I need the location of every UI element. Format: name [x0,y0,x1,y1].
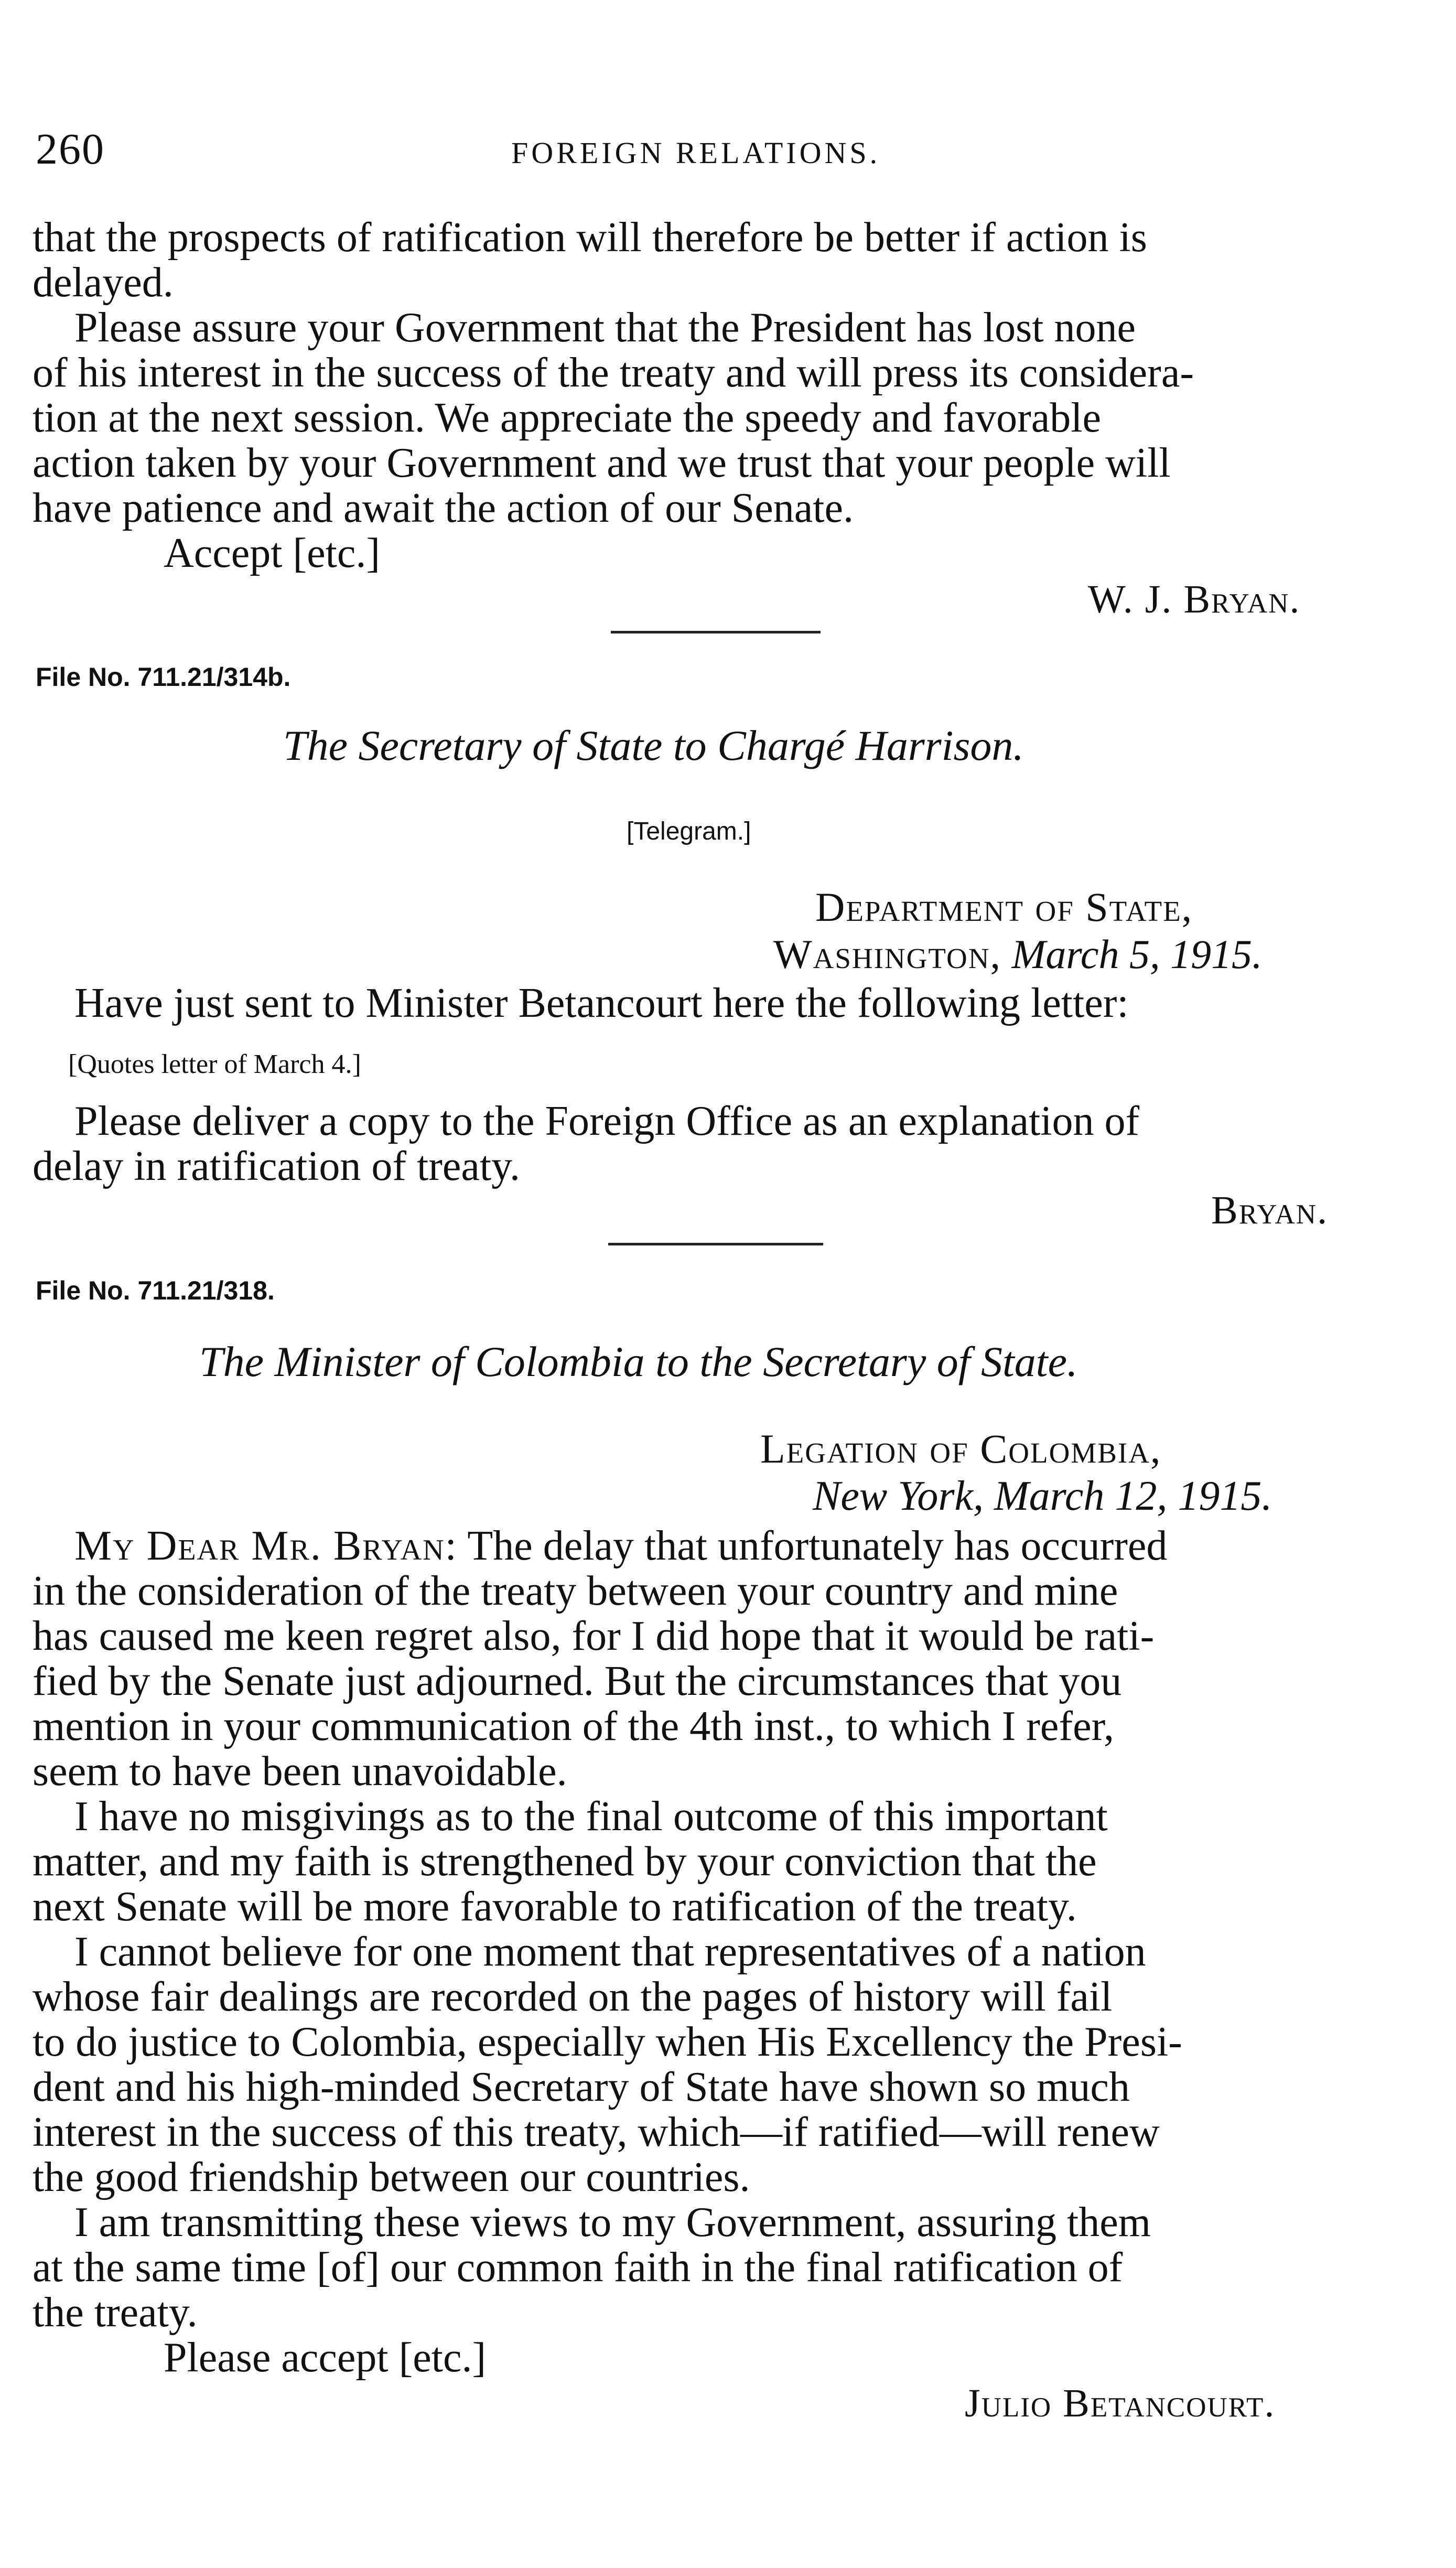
dateline-city: Washington, [773,931,1001,977]
text-line: I am transmitting these views to my Government, assuring them [74,2199,1151,2245]
divider [611,631,821,633]
letter-continuation [33,215,1396,576]
text-line: to do justice to Colombia, especially when His Excellency the Presi- [33,2019,1182,2065]
text-line: Please assure your Government that the President has lost none [74,305,1136,351]
dateline-place: Department of State, [815,884,1193,930]
dateline-date: New York, March 12, 1915. [813,1473,1272,1519]
text-line: interest in the success of this treaty, which—if ratified—will renew [33,2109,1160,2155]
text-line: Accept [etc.] [164,530,381,576]
file-number: File No. 711.21/318. [36,1276,275,1305]
text-line: that the prospects of ratification will therefore be better if action is [33,214,1147,261]
text-line: of his interest in the success of the treaty and will press its considera- [33,350,1194,396]
telegram-body-2 [33,1099,1396,1189]
dateline-date: March 5, 1915. [1011,931,1263,977]
text-line: matter, and my faith is strengthened by your conviction that the [33,1839,1097,1885]
dateline-place: Legation of Colombia, [760,1426,1162,1471]
text-line: has caused me keen regret also, for I did hope that it would be rati- [33,1613,1155,1659]
text-line: next Senate will be more favorable to ratification of the treaty. [33,1884,1077,1930]
document-heading: The Secretary of State to Chargé Harrison. [283,722,1024,769]
text-line: dent and his high-minded Secretary of State have shown so much [33,2064,1130,2110]
signature: W. J. Bryan. [1088,577,1301,621]
dateline [773,931,1263,978]
text-line: action taken by your Government and we trust that your people will [33,440,1171,486]
text-line: seem to have been unavoidable. [33,1748,567,1795]
text-line: Please accept [etc.] [164,2335,487,2381]
text-line: fied by the Senate just adjourned. But the circumstances that you [33,1658,1122,1704]
text-line: Please deliver a copy to the Foreign Office as an explanation of [74,1098,1140,1144]
text-line: whose fair dealings are recorded on the pages of history will fail [33,1974,1113,2020]
text-line: in the consideration of the treaty between your country and mine [33,1568,1118,1614]
text-line: delay in ratification of treaty. [33,1143,520,1189]
file-number: File No. 711.21/314b. [36,662,291,692]
quote-note: [Quotes letter of March 4.] [68,1049,361,1079]
text-line: tion at the next session. We appreciate the speedy and favorable [33,395,1102,441]
document-heading: The Minister of Colombia to the Secretary of State. [199,1338,1078,1385]
page-number: 260 [36,125,105,174]
text-line: at the same time [of] our common faith in the final ratification of [33,2244,1123,2291]
text-line: Have just sent to Minister Betancourt here the following letter: [74,980,1129,1026]
divider [608,1243,823,1245]
text-line: the treaty. [33,2290,198,2336]
letter-body [33,1523,1396,2380]
text-line: have patience and await the action of our Senate. [33,485,854,531]
running-title: FOREIGN RELATIONS. [511,136,881,170]
signature: Julio Betancourt. [965,2381,1276,2425]
text-line: I have no misgivings as to the final outcome of this important [74,1793,1108,1840]
text-line: My Dear Mr. Bryan: The delay that unfortunately has occurred [74,1523,1168,1569]
salutation: My Dear Mr. Bryan: [74,1523,458,1569]
text-line: delayed. [33,260,174,306]
text-line: I cannot believe for one moment that representatives of a nation [74,1929,1146,1975]
signature: Bryan. [1211,1188,1329,1232]
text-line: the good friendship between our countries. [33,2154,750,2200]
document-type: [Telegram.] [627,818,751,845]
telegram-body [33,981,1396,1026]
text-line: mention in your communication of the 4th inst., to which I refer, [33,1703,1115,1749]
